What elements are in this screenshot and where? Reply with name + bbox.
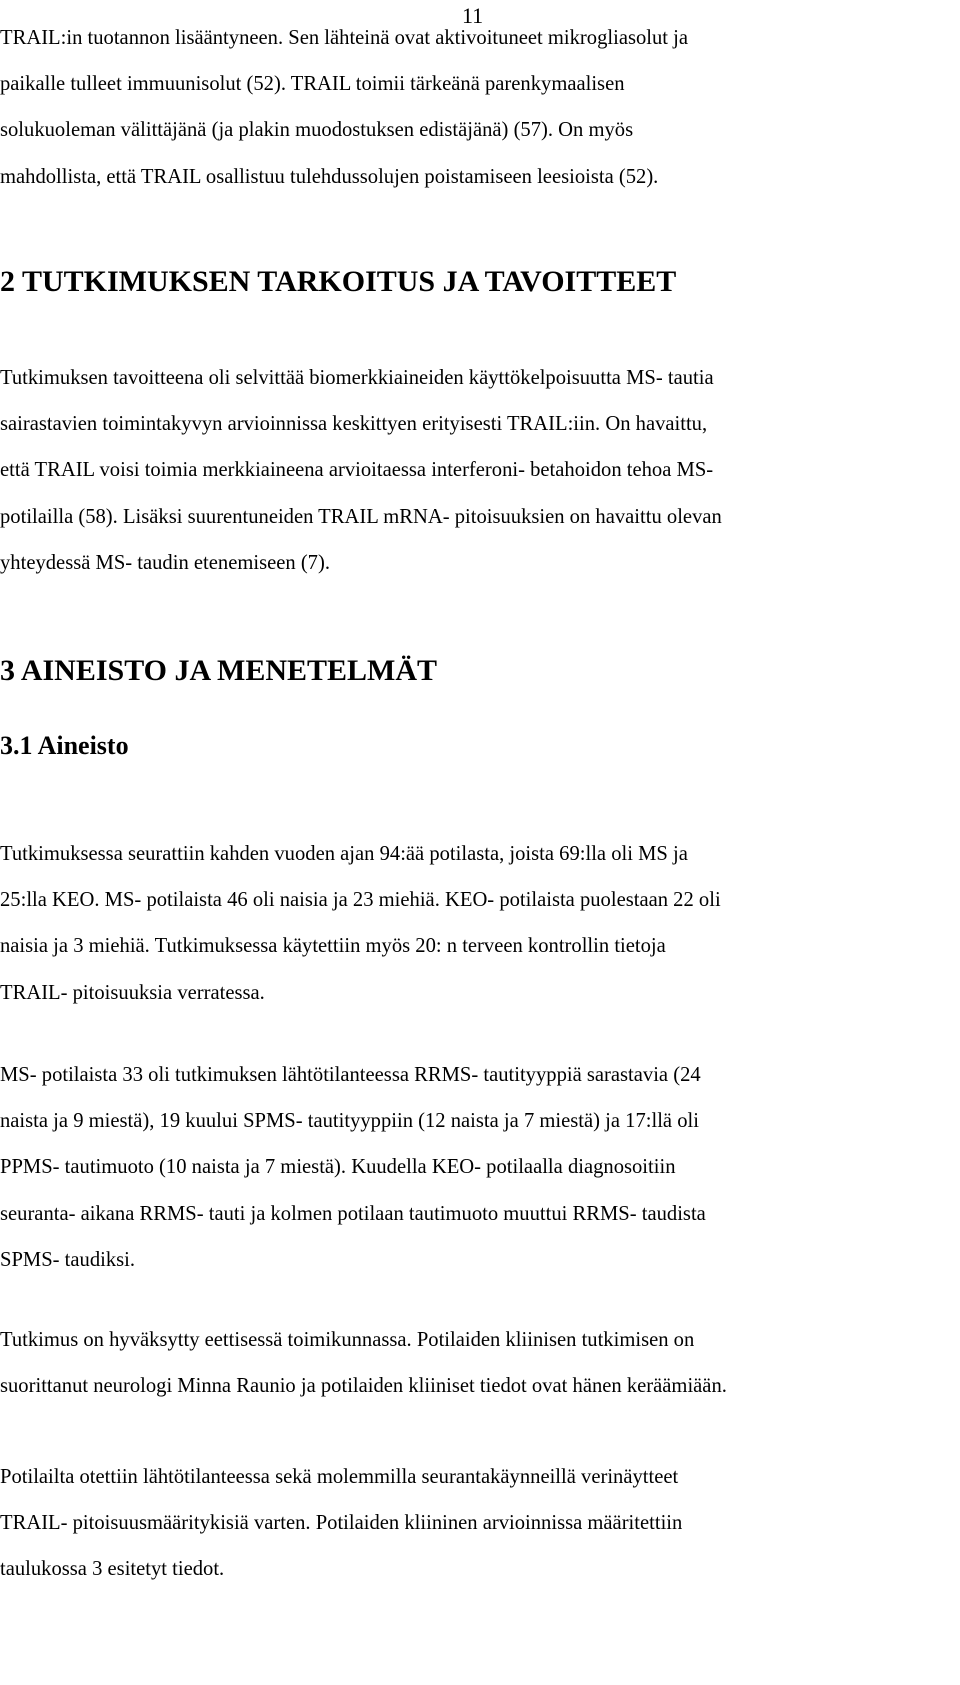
text-line: Tutkimuksessa seurattiin kahden vuoden ajan 94:ää potilasta, joista 69:lla oli MS ja	[0, 843, 688, 865]
section-2-heading: 2 TUTKIMUKSEN TARKOITUS JA TAVOITTEET	[0, 265, 677, 298]
section-3-1-paragraph-2	[0, 1052, 960, 1283]
text-line: TRAIL- pitoisuusmääritykisiä varten. Potilaiden kliininen arvioinnissa määritettiin	[0, 1512, 683, 1535]
text-line: SPMS- taudiksi.	[0, 1248, 136, 1271]
text-line: että TRAIL voisi toimia merkkiaineena arvioitaessa interferoni- betahoidon tehoa MS-	[0, 459, 714, 482]
text-line: Tutkimus on hyväksytty eettisessä toimikunnassa. Potilaiden kliinisen tutkimisen on	[0, 1329, 695, 1351]
text-line: taulukossa 3 esitetyt tiedot.	[0, 1558, 225, 1581]
section-3-1-subheading: 3.1 Aineisto	[0, 731, 129, 760]
text-line: PPMS- tautimuoto (10 naista ja 7 miestä). Kuudella KEO- potilaalla diagnosoitiin	[0, 1156, 676, 1179]
text-line: potilailla (58). Lisäksi suurentuneiden TRAIL mRNA- pitoisuuksien on havaittu olevan	[0, 505, 722, 528]
text-line: yhteydessä MS- taudin etenemiseen (7).	[0, 551, 330, 574]
text-line: naisia ja 3 miehiä. Tutkimuksessa käytettiin myös 20: n terveen kontrollin tietoja	[0, 935, 666, 958]
text-line: paikalle tulleet immuunisolut (52). TRAIL toimii tärkeänä parenkymaalisen	[0, 73, 625, 96]
text-line: seuranta- aikana RRMS- tauti ja kolmen potilaan tautimuoto muuttui RRMS- taudista	[0, 1202, 706, 1225]
intro-paragraph	[0, 15, 960, 200]
section-3-1-paragraph-4	[0, 1454, 960, 1593]
text-line: Potilailta otettiin lähtötilanteessa sekä molemmilla seurantakäynneillä verinäytteet	[0, 1466, 679, 1488]
page-number: 11	[462, 3, 484, 28]
section-3-1-paragraph-1	[0, 831, 960, 1016]
text-line: naista ja 9 miestä), 19 kuului SPMS- tautityyppiin (12 naista ja 7 miestä) ja 17:llä oli	[0, 1110, 699, 1133]
text-line: sairastavien toimintakyvyn arvioinnissa keskittyen erityisesti TRAIL:iin. On havaittu,	[0, 413, 708, 436]
section-3-1-paragraph-3	[0, 1317, 960, 1409]
text-line: mahdollista, että TRAIL osallistuu tulehdussolujen poistamiseen leesioista (52).	[0, 165, 659, 188]
text-line: 25:lla KEO. MS- potilaista 46 oli naisia ja 23 miehiä. KEO- potilaista puolestaan 22 oli	[0, 889, 721, 912]
section-3-heading: 3 AINEISTO JA MENETELMÄT	[0, 654, 438, 687]
section-2-paragraph	[0, 355, 960, 586]
text-line: TRAIL- pitoisuuksia verratessa.	[0, 981, 265, 1004]
text-line: TRAIL:in tuotannon lisääntyneen. Sen lähteinä ovat aktivoituneet mikrogliasolut ja	[0, 27, 689, 49]
text-line: suorittanut neurologi Minna Raunio ja potilaiden kliiniset tiedot ovat hänen keräämiään.	[0, 1375, 727, 1398]
text-line: Tutkimuksen tavoitteena oli selvittää biomerkkiaineiden käyttökelpoisuutta MS- tautia	[0, 367, 714, 389]
text-line: solukuoleman välittäjänä (ja plakin muodostuksen edistäjänä) (57). On myös	[0, 119, 634, 142]
text-line: MS- potilaista 33 oli tutkimuksen lähtötilanteessa RRMS- tautityyppiä sarastavia (24	[0, 1064, 701, 1086]
